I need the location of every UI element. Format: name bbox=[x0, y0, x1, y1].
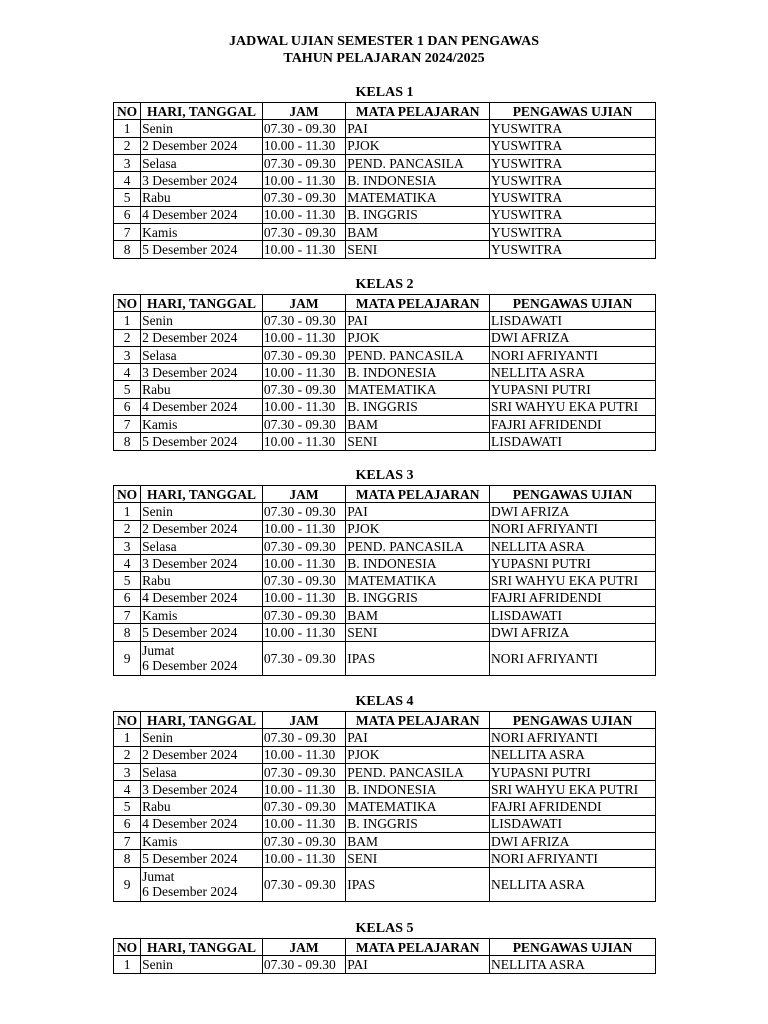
cell-pengawas: LISDAWATI bbox=[490, 815, 656, 832]
column-header-pengawas: PENGAWAS UJIAN bbox=[490, 712, 656, 729]
section-kelas-5 bbox=[113, 921, 656, 974]
table-row bbox=[114, 520, 656, 537]
table-row bbox=[114, 746, 656, 763]
table-row bbox=[114, 624, 656, 641]
column-header-no: NO bbox=[114, 939, 141, 956]
cell-no: 8 bbox=[114, 624, 141, 641]
document-title: JADWAL UJIAN SEMESTER 1 DAN PENGAWAS bbox=[229, 34, 539, 49]
cell-day: 2 Desember 2024 bbox=[141, 746, 263, 763]
cell-day: Senin bbox=[141, 312, 263, 329]
header-row bbox=[114, 103, 656, 120]
table-row bbox=[114, 398, 656, 415]
cell-mapel: MATEMATIKA bbox=[346, 572, 490, 589]
cell-day: 5 Desember 2024 bbox=[141, 624, 263, 641]
table-row bbox=[114, 172, 656, 189]
cell-pengawas: NELLITA ASRA bbox=[490, 364, 656, 381]
column-header-mapel: MATA PELAJARAN bbox=[346, 939, 490, 956]
table-row bbox=[114, 956, 656, 973]
cell-pengawas: YUSWITRA bbox=[490, 206, 656, 223]
cell-no: 6 bbox=[114, 589, 141, 606]
column-header-jam: JAM bbox=[262, 486, 345, 503]
cell-jam: 07.30 - 09.30 bbox=[262, 641, 345, 675]
cell-pengawas: SRI WAHYU EKA PUTRI bbox=[490, 781, 656, 798]
cell-mapel: BAM bbox=[346, 224, 490, 241]
section-kelas-3 bbox=[113, 468, 656, 676]
cell-pengawas: SRI WAHYU EKA PUTRI bbox=[490, 572, 656, 589]
table-row bbox=[114, 329, 656, 346]
cell-jam: 07.30 - 09.30 bbox=[262, 503, 345, 520]
section-title: KELAS 4 bbox=[355, 694, 414, 709]
cell-pengawas: YUSWITRA bbox=[490, 172, 656, 189]
cell-day: 4 Desember 2024 bbox=[141, 206, 263, 223]
cell-day: Kamis bbox=[141, 833, 263, 850]
cell-no: 4 bbox=[114, 781, 141, 798]
column-header-day: HARI, TANGGAL bbox=[141, 295, 263, 312]
cell-jam: 07.30 - 09.30 bbox=[262, 381, 345, 398]
column-header-mapel: MATA PELAJARAN bbox=[346, 295, 490, 312]
cell-pengawas: NELLITA ASRA bbox=[490, 537, 656, 554]
cell-no: 7 bbox=[114, 224, 141, 241]
cell-mapel: BAM bbox=[346, 833, 490, 850]
cell-pengawas: DWI AFRIZA bbox=[490, 833, 656, 850]
cell-jam: 07.30 - 09.30 bbox=[262, 312, 345, 329]
cell-no: 9 bbox=[114, 867, 141, 901]
cell-day: 5 Desember 2024 bbox=[141, 241, 263, 258]
table-row bbox=[114, 781, 656, 798]
cell-no: 6 bbox=[114, 206, 141, 223]
column-header-pengawas: PENGAWAS UJIAN bbox=[490, 295, 656, 312]
cell-pengawas: NORI AFRIYANTI bbox=[490, 641, 656, 675]
column-header-no: NO bbox=[114, 486, 141, 503]
cell-jam: 10.00 - 11.30 bbox=[262, 520, 345, 537]
column-header-no: NO bbox=[114, 103, 141, 120]
column-header-day: HARI, TANGGAL bbox=[141, 712, 263, 729]
cell-day: 5 Desember 2024 bbox=[141, 433, 263, 450]
cell-mapel: PAI bbox=[346, 956, 490, 973]
cell-jam: 07.30 - 09.30 bbox=[262, 956, 345, 973]
cell-day: Senin bbox=[141, 120, 263, 137]
cell-jam: 07.30 - 09.30 bbox=[262, 798, 345, 815]
cell-no: 8 bbox=[114, 241, 141, 258]
cell-day bbox=[141, 867, 263, 901]
cell-mapel: B. INGGRIS bbox=[346, 815, 490, 832]
cell-mapel: SENI bbox=[346, 624, 490, 641]
cell-jam: 10.00 - 11.30 bbox=[262, 815, 345, 832]
cell-jam: 07.30 - 09.30 bbox=[262, 224, 345, 241]
cell-no: 3 bbox=[114, 154, 141, 171]
cell-mapel: B. INGGRIS bbox=[346, 206, 490, 223]
cell-mapel: B. INGGRIS bbox=[346, 589, 490, 606]
cell-pengawas: LISDAWATI bbox=[490, 312, 656, 329]
cell-pengawas: NORI AFRIYANTI bbox=[490, 850, 656, 867]
table-row bbox=[114, 537, 656, 554]
section-title: KELAS 3 bbox=[355, 468, 414, 483]
header-row bbox=[114, 295, 656, 312]
cell-no: 5 bbox=[114, 381, 141, 398]
cell-no: 5 bbox=[114, 572, 141, 589]
cell-jam: 07.30 - 09.30 bbox=[262, 189, 345, 206]
cell-jam: 07.30 - 09.30 bbox=[262, 833, 345, 850]
table-row bbox=[114, 120, 656, 137]
cell-jam: 07.30 - 09.30 bbox=[262, 607, 345, 624]
cell-mapel: PJOK bbox=[346, 520, 490, 537]
cell-mapel: IPAS bbox=[346, 641, 490, 675]
cell-no: 2 bbox=[114, 520, 141, 537]
cell-day: 4 Desember 2024 bbox=[141, 815, 263, 832]
cell-day: Selasa bbox=[141, 763, 263, 780]
cell-jam: 07.30 - 09.30 bbox=[262, 346, 345, 363]
cell-no: 2 bbox=[114, 746, 141, 763]
cell-day: 3 Desember 2024 bbox=[141, 364, 263, 381]
cell-no: 3 bbox=[114, 763, 141, 780]
cell-day-date: 6 Desember 2024 bbox=[142, 884, 238, 900]
table-row bbox=[114, 364, 656, 381]
cell-mapel: PEND. PANCASILA bbox=[346, 537, 490, 554]
cell-no: 1 bbox=[114, 503, 141, 520]
table-row bbox=[114, 555, 656, 572]
table-row bbox=[114, 346, 656, 363]
table-row bbox=[114, 589, 656, 606]
cell-no: 4 bbox=[114, 364, 141, 381]
cell-day: Kamis bbox=[141, 416, 263, 433]
table-row bbox=[114, 416, 656, 433]
schedule-table bbox=[113, 102, 656, 259]
header-row bbox=[114, 712, 656, 729]
cell-no: 4 bbox=[114, 555, 141, 572]
table-row bbox=[114, 503, 656, 520]
cell-pengawas: DWI AFRIZA bbox=[490, 624, 656, 641]
cell-day: Selasa bbox=[141, 537, 263, 554]
cell-no: 1 bbox=[114, 729, 141, 746]
cell-mapel: PJOK bbox=[346, 746, 490, 763]
section-title: KELAS 2 bbox=[355, 277, 414, 292]
header-row bbox=[114, 486, 656, 503]
cell-mapel: B. INGGRIS bbox=[346, 398, 490, 415]
cell-no: 2 bbox=[114, 329, 141, 346]
cell-no: 9 bbox=[114, 641, 141, 675]
cell-day: Kamis bbox=[141, 224, 263, 241]
cell-no: 1 bbox=[114, 120, 141, 137]
table-row bbox=[114, 572, 656, 589]
table-row bbox=[114, 312, 656, 329]
column-header-mapel: MATA PELAJARAN bbox=[346, 103, 490, 120]
table-row bbox=[114, 850, 656, 867]
cell-jam: 10.00 - 11.30 bbox=[262, 555, 345, 572]
table-row bbox=[114, 433, 656, 450]
cell-pengawas: NELLITA ASRA bbox=[490, 867, 656, 901]
cell-day: 3 Desember 2024 bbox=[141, 781, 263, 798]
table-row bbox=[114, 381, 656, 398]
cell-day-date: 6 Desember 2024 bbox=[142, 658, 238, 674]
cell-pengawas: YUSWITRA bbox=[490, 137, 656, 154]
cell-pengawas: NELLITA ASRA bbox=[490, 956, 656, 973]
column-header-mapel: MATA PELAJARAN bbox=[346, 712, 490, 729]
section-title: KELAS 5 bbox=[355, 921, 414, 936]
column-header-mapel: MATA PELAJARAN bbox=[346, 486, 490, 503]
cell-mapel: MATEMATIKA bbox=[346, 189, 490, 206]
cell-pengawas: FAJRI AFRIDENDI bbox=[490, 798, 656, 815]
cell-day: 4 Desember 2024 bbox=[141, 398, 263, 415]
cell-jam: 10.00 - 11.30 bbox=[262, 206, 345, 223]
cell-mapel: B. INDONESIA bbox=[346, 364, 490, 381]
cell-pengawas: YUSWITRA bbox=[490, 120, 656, 137]
cell-jam: 07.30 - 09.30 bbox=[262, 729, 345, 746]
cell-mapel: BAM bbox=[346, 416, 490, 433]
cell-no: 7 bbox=[114, 607, 141, 624]
cell-jam: 07.30 - 09.30 bbox=[262, 154, 345, 171]
section-kelas-4 bbox=[113, 694, 656, 902]
cell-pengawas: YUSWITRA bbox=[490, 241, 656, 258]
cell-no: 7 bbox=[114, 833, 141, 850]
cell-jam: 10.00 - 11.30 bbox=[262, 329, 345, 346]
cell-pengawas: YUSWITRA bbox=[490, 154, 656, 171]
document-subtitle: TAHUN PELAJARAN 2024/2025 bbox=[283, 51, 485, 66]
cell-jam: 10.00 - 11.30 bbox=[262, 241, 345, 258]
table-row bbox=[114, 729, 656, 746]
cell-jam: 10.00 - 11.30 bbox=[262, 137, 345, 154]
cell-mapel: MATEMATIKA bbox=[346, 798, 490, 815]
cell-jam: 10.00 - 11.30 bbox=[262, 398, 345, 415]
cell-mapel: PAI bbox=[346, 729, 490, 746]
cell-mapel: B. INDONESIA bbox=[346, 172, 490, 189]
schedule-table bbox=[113, 294, 656, 451]
cell-jam: 10.00 - 11.30 bbox=[262, 364, 345, 381]
cell-day: Selasa bbox=[141, 154, 263, 171]
cell-no: 3 bbox=[114, 346, 141, 363]
cell-jam: 07.30 - 09.30 bbox=[262, 120, 345, 137]
cell-day: Senin bbox=[141, 729, 263, 746]
cell-jam: 10.00 - 11.30 bbox=[262, 781, 345, 798]
cell-pengawas: DWI AFRIZA bbox=[490, 503, 656, 520]
table-row bbox=[114, 189, 656, 206]
cell-day: 2 Desember 2024 bbox=[141, 329, 263, 346]
table-row bbox=[114, 224, 656, 241]
table-row bbox=[114, 241, 656, 258]
cell-mapel: PEND. PANCASILA bbox=[346, 154, 490, 171]
cell-pengawas: YUPASNI PUTRI bbox=[490, 763, 656, 780]
cell-day-name: Jumat bbox=[142, 643, 175, 659]
cell-pengawas: NELLITA ASRA bbox=[490, 746, 656, 763]
cell-pengawas: SRI WAHYU EKA PUTRI bbox=[490, 398, 656, 415]
header-row bbox=[114, 939, 656, 956]
cell-jam: 10.00 - 11.30 bbox=[262, 746, 345, 763]
cell-no: 6 bbox=[114, 815, 141, 832]
cell-no: 3 bbox=[114, 537, 141, 554]
cell-pengawas: YUPASNI PUTRI bbox=[490, 381, 656, 398]
table-row bbox=[114, 763, 656, 780]
cell-no: 8 bbox=[114, 850, 141, 867]
cell-no: 1 bbox=[114, 312, 141, 329]
section-kelas-2 bbox=[113, 277, 656, 451]
cell-pengawas: NORI AFRIYANTI bbox=[490, 346, 656, 363]
table-row bbox=[114, 798, 656, 815]
column-header-pengawas: PENGAWAS UJIAN bbox=[490, 486, 656, 503]
cell-mapel: PJOK bbox=[346, 137, 490, 154]
cell-day: Rabu bbox=[141, 381, 263, 398]
cell-mapel: B. INDONESIA bbox=[346, 555, 490, 572]
cell-day bbox=[141, 641, 263, 675]
schedule-table bbox=[113, 485, 656, 676]
cell-jam: 07.30 - 09.30 bbox=[262, 763, 345, 780]
cell-day: Senin bbox=[141, 503, 263, 520]
cell-day: 3 Desember 2024 bbox=[141, 172, 263, 189]
cell-no: 5 bbox=[114, 189, 141, 206]
table-row bbox=[114, 833, 656, 850]
cell-mapel: PAI bbox=[346, 312, 490, 329]
cell-day: 5 Desember 2024 bbox=[141, 850, 263, 867]
cell-pengawas: DWI AFRIZA bbox=[490, 329, 656, 346]
table-row bbox=[114, 815, 656, 832]
column-header-no: NO bbox=[114, 712, 141, 729]
cell-pengawas: LISDAWATI bbox=[490, 607, 656, 624]
cell-day: Rabu bbox=[141, 798, 263, 815]
cell-pengawas: NORI AFRIYANTI bbox=[490, 520, 656, 537]
cell-day: Senin bbox=[141, 956, 263, 973]
cell-mapel: SENI bbox=[346, 241, 490, 258]
column-header-jam: JAM bbox=[262, 712, 345, 729]
cell-mapel: PJOK bbox=[346, 329, 490, 346]
section-kelas-1 bbox=[113, 85, 656, 259]
cell-no: 8 bbox=[114, 433, 141, 450]
cell-pengawas: YUSWITRA bbox=[490, 224, 656, 241]
cell-mapel: PAI bbox=[346, 120, 490, 137]
cell-pengawas: NORI AFRIYANTI bbox=[490, 729, 656, 746]
cell-pengawas: LISDAWATI bbox=[490, 433, 656, 450]
cell-day: Rabu bbox=[141, 572, 263, 589]
schedule-table bbox=[113, 711, 656, 902]
column-header-day: HARI, TANGGAL bbox=[141, 939, 263, 956]
cell-jam: 07.30 - 09.30 bbox=[262, 416, 345, 433]
cell-day: 4 Desember 2024 bbox=[141, 589, 263, 606]
cell-day: Kamis bbox=[141, 607, 263, 624]
cell-jam: 10.00 - 11.30 bbox=[262, 589, 345, 606]
cell-day: Selasa bbox=[141, 346, 263, 363]
cell-mapel: PEND. PANCASILA bbox=[346, 346, 490, 363]
cell-day: 3 Desember 2024 bbox=[141, 555, 263, 572]
cell-mapel: B. INDONESIA bbox=[346, 781, 490, 798]
cell-pengawas: YUSWITRA bbox=[490, 189, 656, 206]
cell-mapel: SENI bbox=[346, 433, 490, 450]
cell-mapel: BAM bbox=[346, 607, 490, 624]
table-row bbox=[114, 154, 656, 171]
cell-jam: 10.00 - 11.30 bbox=[262, 172, 345, 189]
table-row bbox=[114, 607, 656, 624]
table-row bbox=[114, 206, 656, 223]
cell-jam: 10.00 - 11.30 bbox=[262, 433, 345, 450]
cell-mapel: PAI bbox=[346, 503, 490, 520]
cell-mapel: SENI bbox=[346, 850, 490, 867]
cell-jam: 07.30 - 09.30 bbox=[262, 537, 345, 554]
table-row bbox=[114, 641, 656, 675]
cell-pengawas: YUPASNI PUTRI bbox=[490, 555, 656, 572]
column-header-pengawas: PENGAWAS UJIAN bbox=[490, 939, 656, 956]
column-header-jam: JAM bbox=[262, 939, 345, 956]
column-header-day: HARI, TANGGAL bbox=[141, 103, 263, 120]
cell-mapel: MATEMATIKA bbox=[346, 381, 490, 398]
cell-no: 7 bbox=[114, 416, 141, 433]
cell-day: 2 Desember 2024 bbox=[141, 137, 263, 154]
cell-no: 4 bbox=[114, 172, 141, 189]
cell-no: 5 bbox=[114, 798, 141, 815]
cell-mapel: IPAS bbox=[346, 867, 490, 901]
cell-day: 2 Desember 2024 bbox=[141, 520, 263, 537]
schedule-table bbox=[113, 938, 656, 974]
column-header-no: NO bbox=[114, 295, 141, 312]
cell-no: 6 bbox=[114, 398, 141, 415]
column-header-day: HARI, TANGGAL bbox=[141, 486, 263, 503]
table-row bbox=[114, 867, 656, 901]
table-row bbox=[114, 137, 656, 154]
cell-day-name: Jumat bbox=[142, 869, 175, 885]
cell-day: Rabu bbox=[141, 189, 263, 206]
cell-pengawas: FAJRI AFRIDENDI bbox=[490, 416, 656, 433]
cell-no: 1 bbox=[114, 956, 141, 973]
column-header-jam: JAM bbox=[262, 295, 345, 312]
cell-jam: 10.00 - 11.30 bbox=[262, 624, 345, 641]
column-header-jam: JAM bbox=[262, 103, 345, 120]
cell-pengawas: FAJRI AFRIDENDI bbox=[490, 589, 656, 606]
cell-jam: 07.30 - 09.30 bbox=[262, 867, 345, 901]
column-header-pengawas: PENGAWAS UJIAN bbox=[490, 103, 656, 120]
cell-no: 2 bbox=[114, 137, 141, 154]
cell-jam: 07.30 - 09.30 bbox=[262, 572, 345, 589]
cell-jam: 10.00 - 11.30 bbox=[262, 850, 345, 867]
cell-mapel: PEND. PANCASILA bbox=[346, 763, 490, 780]
section-title: KELAS 1 bbox=[355, 85, 414, 100]
